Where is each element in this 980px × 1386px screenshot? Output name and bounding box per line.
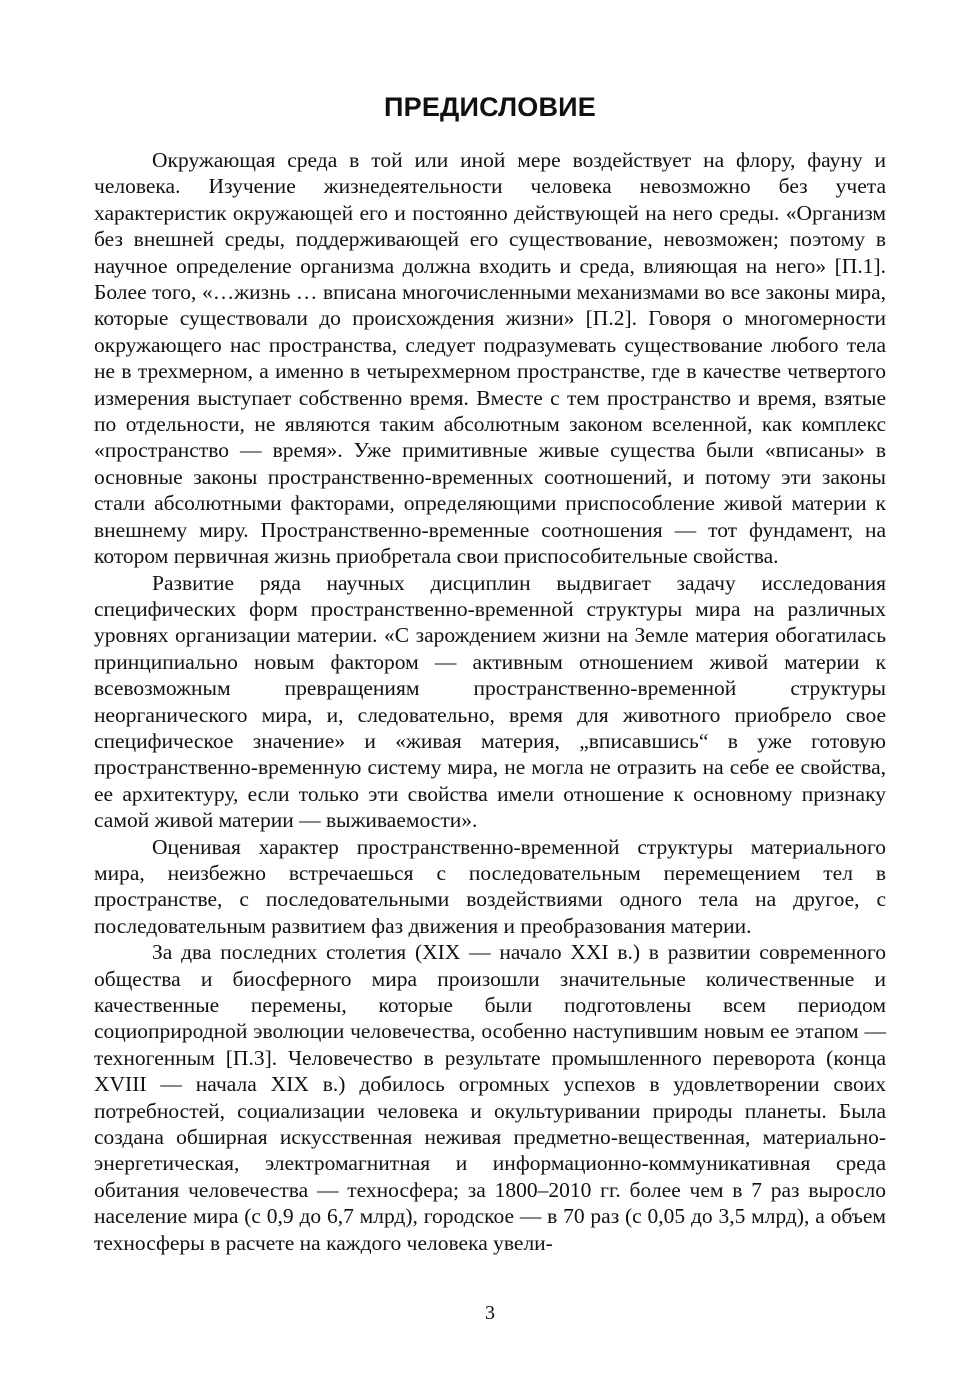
document-page <box>94 0 886 1386</box>
paragraph-1: Окружающая среда в той или иной мере воздействует на флору, фауну и человека. Изучение жизнедеятельности человека невозможно без учета характеристик окружающей его и постоянно действующей на него среды. «Организм без внешней среды, поддерживающей его существование, невозможен; поэтому в научное определение организма должна входить и среда, влияющая на него» [П.1]. Более того, «…жизнь … вписана многочисленными механизмами во все законы мира, которые существовали до происхождения жизни» [П.2]. Говоря о многомерности окружающего нас пространства, следует подразумевать существование любого тела не в трехмерном, а именно в четырехмерном пространстве, где в качестве четвертого измерения выступает собственно время. Вместе с тем пространство и время, взятые по отдельности, не являются таким абсолютным законом вселенной, как комплекс «пространство — время». Уже примитивные живые существа были «вписаны» в основные законы пространственно-временных соотношений, и потому эти законы стали абсолютными факторами, определяющими приспособление живой материи к внешнему миру. Пространственно-временные соотношения — тот фундамент, на котором первичная жизнь приобретала свои приспособительные свойства. <box>94 148 886 569</box>
paragraph-4: За два последних столетия (XIX — начало XXI в.) в развитии современного общества и биосферного мира произошли значительные количественные и качественные перемены, которые были подготовлены всем периодом социоприродной эволюции человечества, особенно наступившим новым ее этапом — техногенным [П.3]. Человечество в результате промышленного переворота (конца XVIII — начала XIX в.) добилось огромных успехов в удовлетворении своих потребностей, социализации человека и окультуривании природы планеты. Была создана обширная искусственная неживая предметно-вещественная, материально-энергетическая, электромагнитная и информационно-коммуникативная среда обитания человечества — техносфера; за 1800–2010 гг. более чем в 7 раз выросло население мира (с 0,9 до 6,7 млрд), городское — в 70 раз (с 0,05 до 3,5 млрд), а объем техносферы в расчете на каждого человека увели- <box>94 940 886 1255</box>
paragraph-3: Оценивая характер пространственно-временной структуры материального мира, неизбежно встречаешься с последовательным перемещением тел в пространстве, с последовательными воздействиями одного тела на другое, с последовательным развитием фаз движения и преобразования материи. <box>94 834 886 938</box>
page-title: ПРЕДИСЛОВИЕ <box>384 92 596 122</box>
body-text <box>94 147 886 1256</box>
paragraph-2: Развитие ряда научных дисциплин выдвигает задачу исследования специфических форм пространственно-временной структуры мира на различных уровнях организации материи. «С зарождением жизни на Земле материя обогатилась принципиально новым фактором — активным отношением живой материи к всевозможным превращениям пространственно-временной структуры неорганического мира, и, следовательно, время для животного приобрело свое специфическое значение» и «живая материя, „вписавшись“ в уже готовую пространственно-временную систему мира, не могла не отразить на себе ее свойства, ее архитектуру, если только эти свойства имели отношение к основному признаку самой живой материи — выживаемости». <box>94 570 886 833</box>
page-number: 3 <box>485 1302 495 1324</box>
